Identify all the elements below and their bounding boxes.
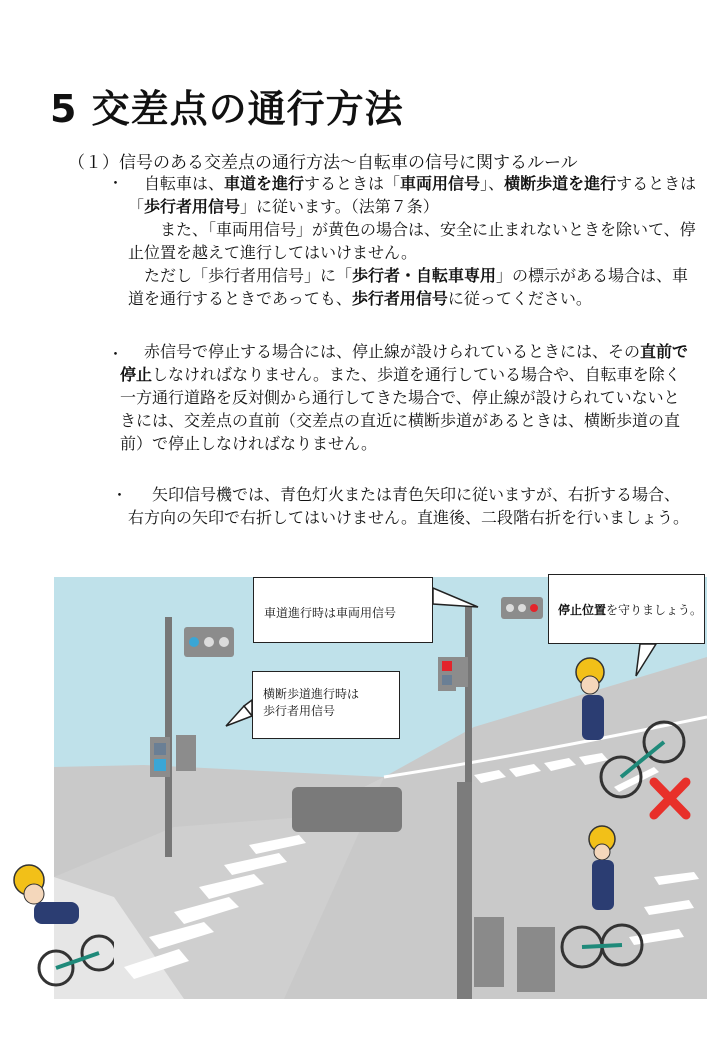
callout-text: を守りましょう。 — [606, 603, 703, 617]
callout-line: 歩行者用信号 — [263, 704, 336, 718]
callout-vehicle-signal: 車道進行時は車両用信号 — [253, 577, 433, 643]
signal-foreground — [292, 787, 402, 832]
callout-line: 横断歩道進行時は — [263, 687, 360, 701]
p1-bold: 横断歩道を進行 — [504, 174, 617, 193]
p1-text: 」の標示がある場合は、車道を通行するときであっても、 — [128, 266, 689, 308]
p2-bold: 直前で停止 — [120, 342, 689, 384]
paragraph-2 — [120, 340, 695, 455]
p2-text: しなければなりません。また、歩道を通行している場合や、自転車を除く一方通行道路を反対側から通行してきた場合で、停止線が設けられていないときには、交差点の直前（交差点の直近に横断歩道があるときは、横断歩道の直前）で停止しなければなりません。 — [120, 365, 681, 453]
page-title: 5 交差点の通行方法 — [50, 87, 404, 131]
p1-text: 自転車は、 — [144, 174, 225, 193]
p1-text: ただし「歩行者用信号」に「 — [144, 266, 353, 285]
signal-pole-foreground — [457, 782, 472, 999]
bullet-2: ・ — [108, 345, 124, 363]
p1-bold: 車道を進行 — [224, 174, 305, 193]
bullet-3: ・ — [112, 486, 128, 504]
callout-stop-position — [548, 574, 705, 644]
p1-bold: 歩行者・自転車専用 — [352, 266, 497, 285]
paragraph-1 — [128, 172, 698, 310]
p1-text: するときは「 — [128, 174, 697, 216]
callout-bold: 停止位置 — [558, 603, 607, 617]
p1-text: 」、 — [480, 174, 505, 193]
callout-pedestrian-signal — [252, 671, 400, 739]
bullet-1: ・ — [108, 174, 124, 192]
p1-text: するときは「 — [304, 174, 401, 193]
signal-pole-right — [465, 605, 472, 790]
section-subtitle: （１）信号のある交差点の通行方法～自転車の信号に関するルール — [68, 153, 578, 173]
p1-text: また、「車両用信号」が黄色の場合は、安全に止まれないときを除いて、停止位置を越えて進行してはいけません。 — [128, 220, 696, 262]
p1-bold: 歩行者用信号 — [144, 197, 241, 216]
paragraph-3 — [128, 483, 693, 529]
p1-text: に従ってください。 — [447, 289, 592, 308]
p1-bold: 歩行者用信号 — [351, 289, 448, 308]
p1-bold: 車両用信号 — [400, 174, 481, 193]
p1-text: 」に従います。（法第７条） — [240, 197, 439, 216]
p2-text: 赤信号で停止する場合には、停止線が設けられているときには、その — [144, 342, 641, 361]
cyclist-left — [4, 858, 114, 988]
p3-text: 矢印信号機では、青色灯火または青色矢印に従いますが、右折する場合、右方向の矢印で右折してはいけません。直進後、二段階右折を行いましょう。 — [128, 485, 689, 527]
